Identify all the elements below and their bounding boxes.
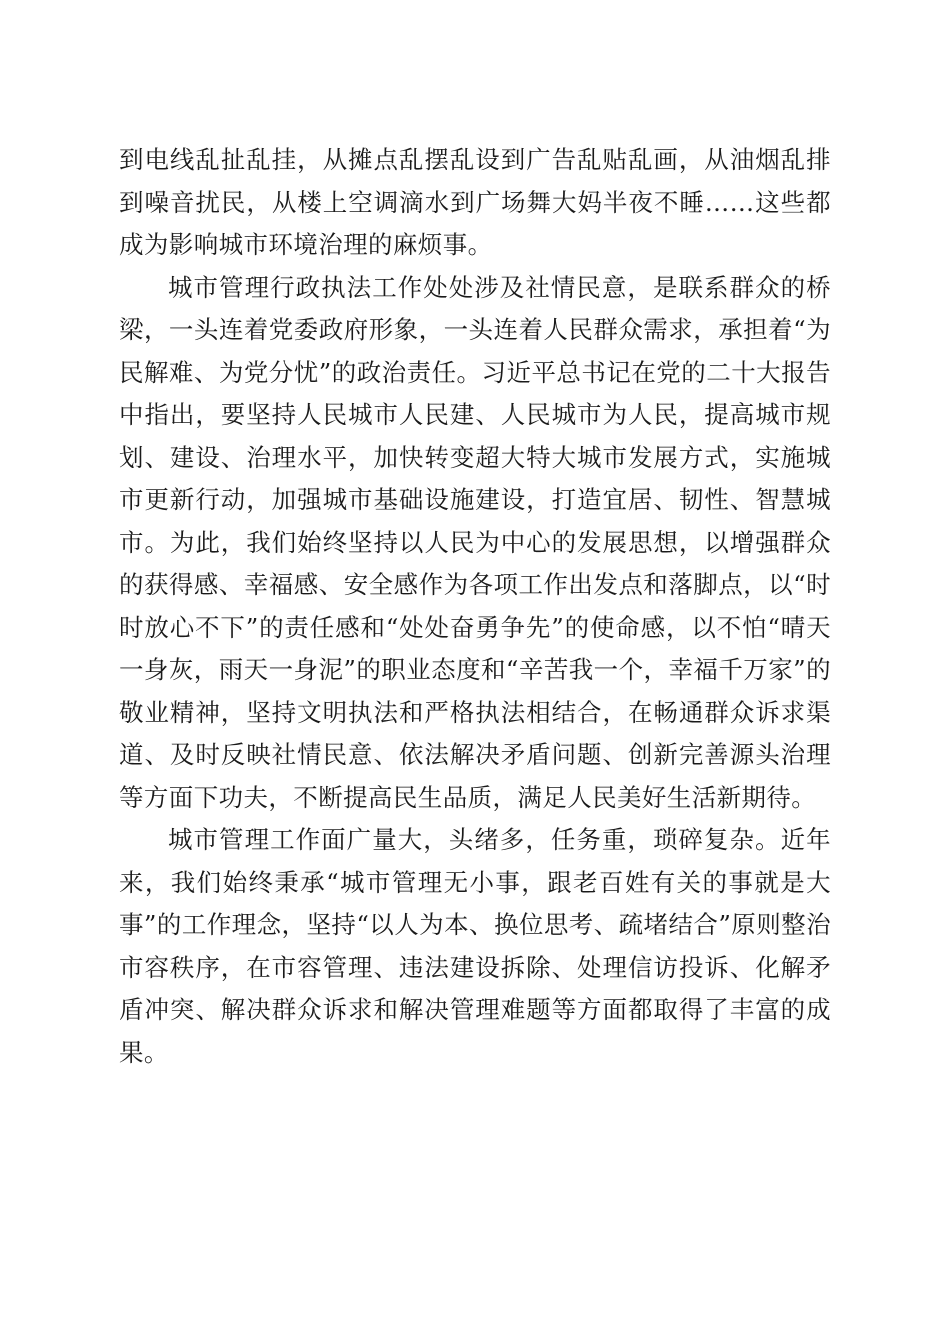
paragraph-law-enforcement: 城市管理行政执法工作处处涉及社情民意，是联系群众的桥梁，一头连着党委政府形象，一头连着人民群众需求，承担着“为民解难、为党分忧”的政治责任。习近平总书记在党的二十大报告中指出，要坚持人民城市人民建、人民城市为人民，提高城市规划、建设、治理水平，加快转变超大特大城市发展方式，实施城市更新行动，加强城市基础设施建设，打造宜居、韧性、智慧城市。为此，我们始终坚持以人民为中心的发展思想，以增强群众的获得感、幸福感、安全感作为各项工作出发点和落脚点，以“时时放心不下”的责任感和“处处奋勇争先”的使命感，以不怕“晴天一身灰，雨天一身泥”的职业态度和“辛苦我一个，幸福千万家”的敬业精神，坚持文明执法和严格执法相结合，在畅通群众诉求渠道、及时反映社情民意、依法解决矛盾问题、创新完善源头治理等方面下功夫，不断提高民生品质，满足人民美好生活新期待。 xyxy=(119,272,831,812)
document-body xyxy=(119,139,831,1074)
paragraph-city-management: 城市管理工作面广量大，头绪多，任务重，琐碎复杂。近年来，我们始终秉承“城市管理无小事，跟老百姓有关的事就是大事”的工作理念，坚持“以人为本、换位思考、疏堵结合”原则整治市容秩序，在市容管理、违法建设拆除、处理信访投诉、化解矛盾冲突、解决群众诉求和解决管理难题等方面都取得了丰富的成果。 xyxy=(119,825,831,1067)
paragraph-continued: 到电线乱扯乱挂，从摊点乱摆乱设到广告乱贴乱画，从油烟乱排到噪音扰民，从楼上空调滴水到广场舞大妈半夜不睡……这些都成为影响城市环境治理的麻烦事。 xyxy=(119,145,831,259)
